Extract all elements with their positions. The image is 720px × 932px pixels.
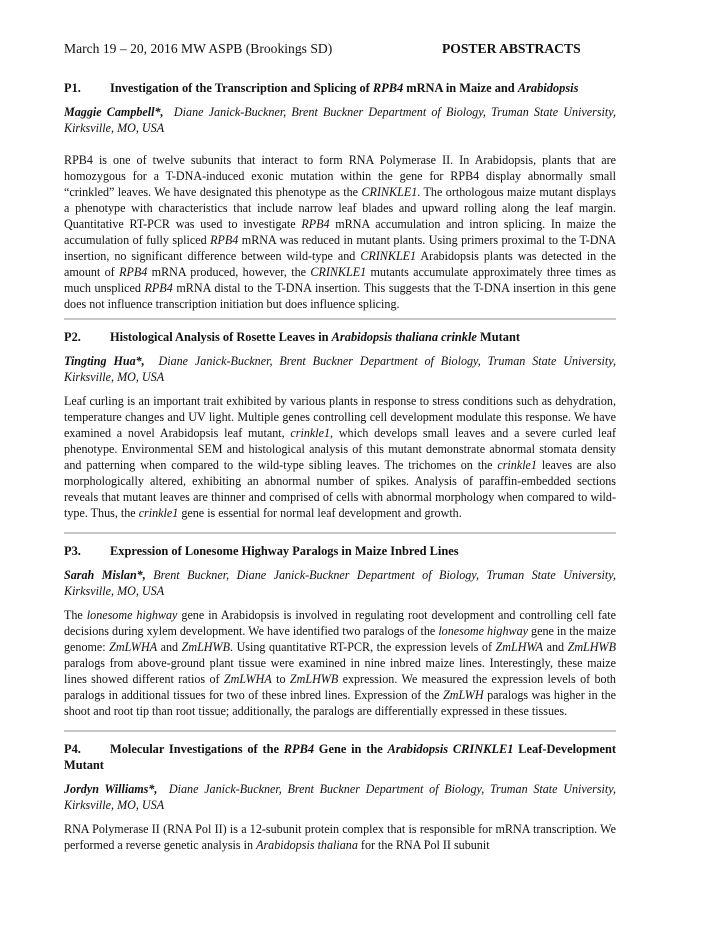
conference-info: March 19 – 20, 2016 MW ASPB (Brookings SD) <box>64 41 333 56</box>
abstract-body: RPB4 is one of twelve subunits that interact to form RNA Polymerase II. In Arabidopsis, plants that are homozygous for a T-DNA-induced exonic mutation within the gene for RPB4 display abnormally small “crinkled” leaves. We have designated this phenotype as the CRINKLE1. The orthologous maize mutant displays a phenotype with characteristics that include narrow leaf blades and upward rolling along the leaf margin. Quantitative RT-PCR was used to investigate RPB4 mRNA accumulation and intron splicing. In maize the accumulation of fully spliced RPB4 mRNA was reduced in mutant plants. Using primers proximal to the T-DNA insertion, no significant difference between wild-type and CRINKLE1 Arabidopsis plants was detected in the amount of RPB4 mRNA produced, however, the CRINKLE1 mutants accumulate approximately three times as much unspliced RPB4 mRNA distal to the T-DNA insertion. This suggests that the T-DNA insertion in this gene does not influence transcription initiation but does influence splicing. <box>64 153 616 311</box>
abstracts-list <box>64 80 616 853</box>
abstract-title: P4. Molecular Investigations of the RPB4 Gene in the Arabidopsis CRINKLE1 Leaf-Development Mutant <box>64 742 616 772</box>
abstract-number: P4. <box>64 742 81 756</box>
abstract-authors <box>64 781 616 813</box>
abstract-p4 <box>64 741 616 853</box>
presenter-name: Jordyn Williams*, <box>64 782 158 796</box>
coauthors-affiliation: Brent Buckner, Diane Janick-Buckner Department of Biology, Truman State University, Kirksville, MO, USA <box>64 568 616 598</box>
abstract-p2 <box>64 329 616 521</box>
abstract-authors <box>64 567 616 599</box>
abstract-number: P2. <box>64 330 81 344</box>
abstract-body: Leaf curling is an important trait exhibited by various plants in response to stress conditions such as dehydration, temperature changes and UV light. Multiple genes controlling cell development modulate this response. We have examined a novel Arabidopsis leaf mutant, crinkle1, which develops small leaves and a severe curled leaf phenotype. Environmental SEM and histological analysis of this mutant demonstrate abnormal stomata density and patterning when compared to the wild-type sibling leaves. The trichomes on the crinkle1 leaves are also morphologically altered, exhibiting an abnormal number of spikes. Analysis of paraffin-embedded sections reveals that mutant leaves are thinner and comprised of cells with abnormal morphology when compared to wild-type. Thus, the crinkle1 gene is essential for normal leaf development and growth. <box>64 394 617 520</box>
abstract-body: The lonesome highway gene in Arabidopsis is involved in regulating root development and controlling cell fate decisions during xylem development. We have identified two paralogs of the lonesome highway gene in the maize genome: ZmLWHA and ZmLHWB. Using quantitative RT-PCR, the expression levels of ZmLHWA and ZmLHWB paralogs from above-ground plant tissue were examined in nine inbred maize lines. Interestingly, these maize lines showed different ratios of ZmLWHA to ZmLHWB expression. We measured the expression levels of both paralogs in additional tissues for two of these inbred lines. Expression of the ZmLWH paralogs was higher in the shoot and root tip than root tissue; additionally, the paralogs are differentially expressed in these tissues. <box>64 608 616 718</box>
coauthors-affiliation: Diane Janick-Buckner, Brent Buckner Department of Biology, Truman State University, Kirksville, MO, USA <box>64 105 616 135</box>
abstract-authors <box>64 104 616 136</box>
section-title: POSTER ABSTRACTS <box>442 41 581 56</box>
page-header <box>64 41 616 59</box>
abstract-title: P2. Histological Analysis of Rosette Leaves in Arabidopsis thaliana crinkle Mutant <box>64 330 520 344</box>
abstract-p3 <box>64 543 616 719</box>
abstract-authors <box>64 353 616 385</box>
presenter-name: Tingting Hua*, <box>64 354 145 368</box>
abstract-number: P3. <box>64 544 81 558</box>
abstract-title: P3. Expression of Lonesome Highway Paralogs in Maize Inbred Lines <box>64 544 459 558</box>
abstract-p1 <box>64 80 616 312</box>
coauthors-affiliation: Diane Janick-Buckner, Brent Buckner Department of Biology, Truman State University, Kirksville, MO, USA <box>64 354 616 384</box>
coauthors-affiliation: Diane Janick-Buckner, Brent Buckner Department of Biology, Truman State University, Kirksville, MO, USA <box>64 782 616 812</box>
abstract-number: P1. <box>64 81 81 95</box>
abstract-title: P1. Investigation of the Transcription and Splicing of RPB4 mRNA in Maize and Arabidopsis <box>64 81 579 95</box>
presenter-name: Maggie Campbell*, <box>64 105 164 119</box>
abstract-body: RNA Polymerase II (RNA Pol II) is a 12-subunit protein complex that is responsible for mRNA transcription. We performed a reverse genetic analysis in Arabidopsis thaliana for the RNA Pol II subunit <box>64 822 616 852</box>
presenter-name: Sarah Mislan*, <box>64 568 146 582</box>
